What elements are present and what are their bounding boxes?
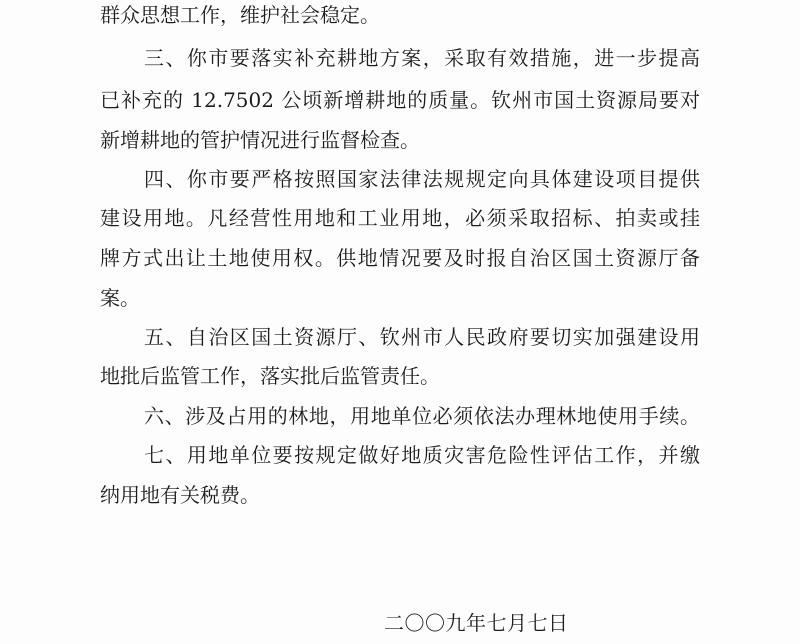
paragraph-line: 地批后监管工作，落实批后监管责任。	[100, 364, 440, 388]
paragraph-line: 牌方式出让土地使用权。供地情况要及时报自治区国土资源厅备	[100, 246, 700, 270]
paragraph-line: 新增耕地的管护情况进行监督检查。	[100, 128, 420, 152]
paragraph-line: 群众思想工作，维护社会稳定。	[100, 3, 380, 27]
paragraph-line: 四、你市要严格按照国家法律法规规定向具体建设项目提供	[144, 167, 700, 191]
paragraph-line: 七、用地单位要按规定做好地质灾害危险性评估工作，并缴	[144, 443, 700, 467]
paragraph-line: 建设用地。凡经营性用地和工业用地，必须采取招标、拍卖或挂	[100, 206, 700, 230]
document-date: 二〇〇九年七月七日	[384, 611, 569, 635]
paragraph-line: 六、涉及占用的林地，用地单位必须依法办理林地使用手续。	[144, 404, 700, 428]
paragraph-line: 五、自治区国土资源厅、钦州市人民政府要切实加强建设用	[144, 325, 700, 349]
paragraph-line: 三、你市要落实补充耕地方案，采取有效措施，进一步提高	[144, 46, 700, 70]
paragraph-line: 纳用地有关税费。	[100, 483, 260, 507]
paragraph-line: 已补充的 12.7502 公顷新增耕地的质量。钦州市国土资源局要对	[100, 88, 700, 112]
paragraph-line: 案。	[100, 286, 140, 310]
